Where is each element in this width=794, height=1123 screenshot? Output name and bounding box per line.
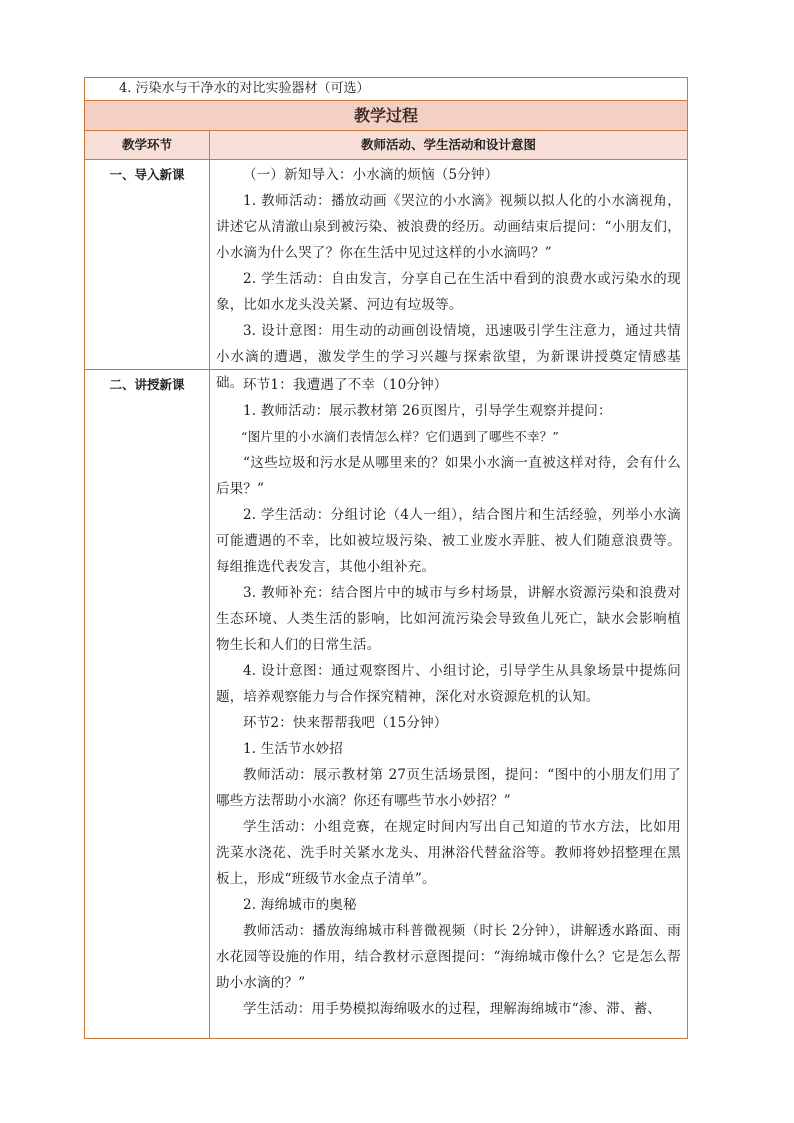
materials-row	[85, 78, 687, 100]
lecture-step1-question-2: “这些垃圾和污水是从哪里来的？如果小水滴一直被这样对待，会有什么后果？”	[216, 455, 681, 497]
lecture-step1-teacher: 1. 教师活动：展示教材第 26页图片，引导学生观察并提问：	[243, 403, 612, 419]
lecture-step1-design-intent: 4. 设计意图：通过观察图片、小组讨论，引导学生从具象场景中提炼问题，培养观察能力与合作探究精神，深化对水资源危机的认知。	[216, 663, 681, 705]
lecture-step2-sub2-title: 2. 海绵城市的奥秘	[243, 897, 357, 913]
lecture-step1-supplement: 3. 教师补充：结合图片中的城市与乡村场景，讲解水资源污染和浪费对生态环境、人类生活的影响，比如河流污染会导致鱼儿死亡，缺水会影响植物生长和人们的日常生活。	[216, 585, 681, 653]
lecture-step1-question-1: “图片里的小水滴们表情怎么样？它们遇到了哪些不幸？”	[241, 429, 559, 444]
import-heading: （一）新知导入：小水滴的烦恼（5分钟）	[243, 167, 499, 183]
column-header-stage: 教学环节	[85, 131, 210, 159]
import-teacher-activity: 1. 教师活动：播放动画《哭泣的小水滴》视频以拟人化的小水滴视角，讲述它从清澈山泉到被污染、被浪费的经历。动画结束后提问：“小朋友们，小水滴为什么哭了？你在生活中见过这样的小水滴吗？”	[216, 193, 681, 261]
column-header-activities: 教师活动、学生活动和设计意图	[210, 131, 687, 159]
lecture-step1-heading: 环节1：我遭遇了不幸（10分钟）	[243, 377, 448, 393]
section-title: 教学过程	[85, 101, 687, 130]
stage-label-lecture: 二、讲授新课	[85, 370, 210, 1038]
lecture-step2-sub1-title: 1. 生活节水妙招	[243, 741, 343, 757]
lecture-step1-student: 2. 学生活动：分组讨论（4人一组），结合图片和生活经验，列举小水滴可能遭遇的不幸，比如被垃圾污染、被工业废水弄脏、被人们随意浪费等。每组推选代表发言，其他小组补充。	[216, 507, 681, 575]
lecture-step2-sub1-student: 学生活动：小组竞赛，在规定时间内写出自己知道的节水方法，比如用洗菜水浇花、洗手时关紧水龙头、用淋浴代替盆浴等。教师将妙招整理在黑板上，形成“班级节水金点子清单”。	[216, 819, 681, 887]
lecture-step2-sub2-student: 学生活动：用手势模拟海绵吸水的过程，理解海绵城市“渗、滞、蓄、	[243, 1001, 662, 1017]
lesson-plan-table	[84, 77, 688, 1039]
lecture-step2-sub2-teacher: 教师活动：播放海绵城市科普微视频（时长 2分钟），讲解透水路面、雨水花园等设施的作用，结合教材示意图提问：“海绵城市像什么？它是怎么帮助小水滴的？”	[216, 923, 681, 991]
table-header-row	[85, 130, 687, 159]
section-title-row	[85, 100, 687, 130]
import-design-intent: 3. 设计意图：用生动的动画创设情境，迅速吸引学生注意力，通过共情小水滴的遭遇，激发学生的学习兴趣与探索欲望，为新课讲授奠定情感基础。	[216, 323, 681, 391]
stage-label-import: 一、导入新课	[85, 160, 210, 369]
import-student-activity: 2. 学生活动：自由发言，分享自己在生活中看到的浪费水或污染水的现象，比如水龙头没关紧、河边有垃圾等。	[216, 271, 681, 313]
materials-item: 4. 污染水与干净水的对比实验器材（可选）	[119, 81, 370, 96]
stage-content-lecture	[210, 370, 687, 1038]
table-row	[85, 369, 687, 1038]
lecture-step2-sub1-teacher: 教师活动：展示教材第 27页生活场景图，提问：“图中的小朋友们用了哪些方法帮助小水滴？你还有哪些节水小妙招？”	[216, 767, 681, 809]
lecture-step2-heading: 环节2：快来帮帮我吧（15分钟）	[243, 715, 448, 731]
